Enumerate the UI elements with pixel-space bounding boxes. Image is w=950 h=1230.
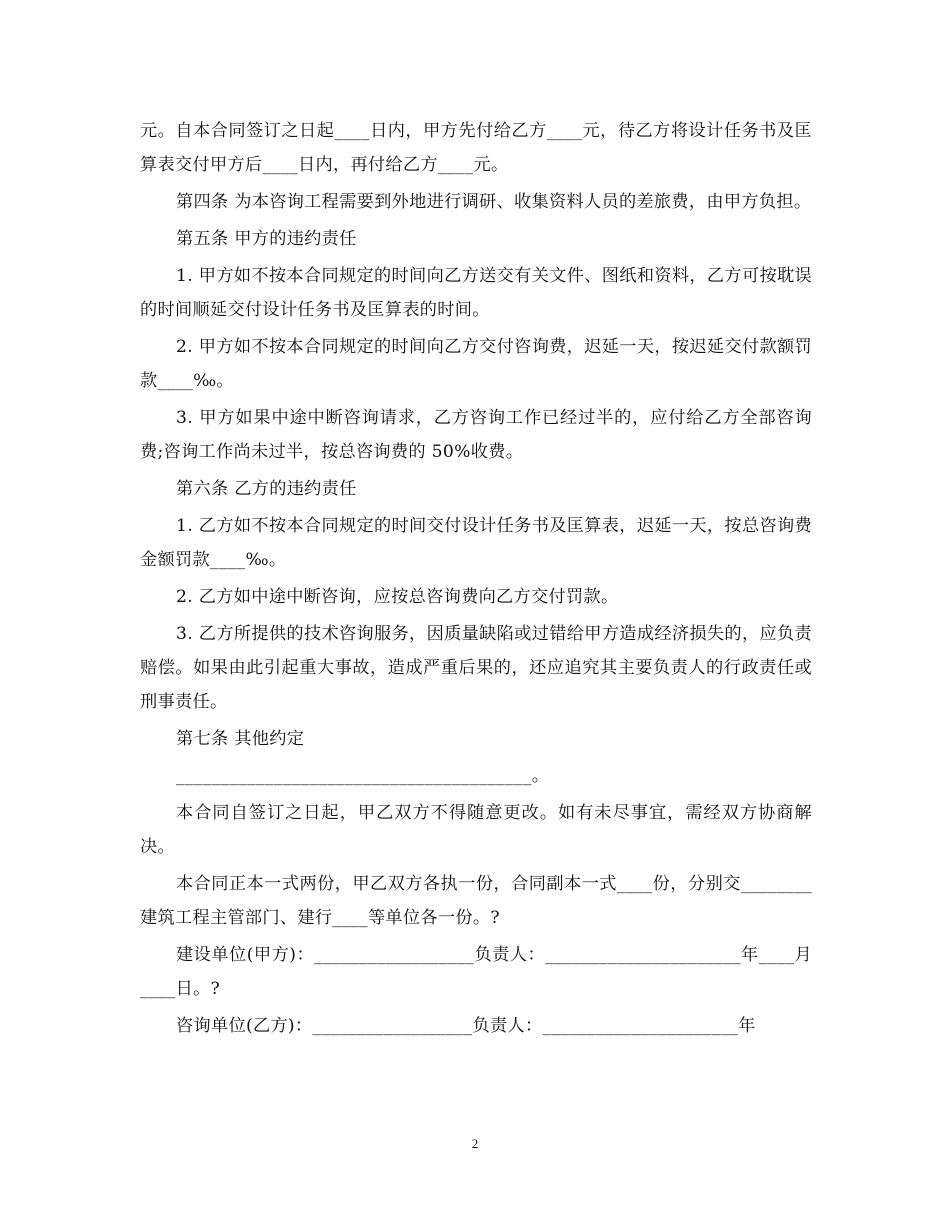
paragraph-article-6-item-2: 2. 乙方如中途中断咨询，应按总咨询费向乙方交付罚款。 [176,587,619,607]
paragraph-article-6-item-1: 1. 乙方如不按本合同规定的时间交付设计任务书及匡算表，迟延一天，按总咨询费金额罚款____‰。 [140,516,812,570]
paragraph-copies: 本合同正本一式两份，甲乙双方各执一份，合同副本一式____份，分别交________建筑工程主管部门、建行____等单位各一份。? [140,874,812,928]
paragraph-article-5-item-1: 1. 甲方如不按本合同规定的时间向乙方送交有关文件、图纸和资料，乙方可按耽误的时间顺延交付设计任务书及匡算表的时间。 [140,266,812,320]
paragraph-amendment: 本合同自签订之日起，甲乙双方不得随意更改。如有未尽事宜，需经双方协商解决。 [140,803,812,857]
paragraph-article-5-item-3: 3. 甲方如果中途中断咨询请求，乙方咨询工作已经过半的，应付给乙方全部咨询费;咨询工作尚未过半，按总咨询费的 50%收费。 [140,408,812,462]
heading-article-6: 第六条 乙方的违约责任 [176,479,357,499]
heading-article-5: 第五条 甲方的违约责任 [176,229,357,249]
page-number: 2 [471,1136,479,1151]
paragraph-other-terms-blank: ________________________________________。 [176,766,550,786]
heading-article-7: 第七条 其他约定 [176,729,305,749]
paragraph-article-6-item-3: 3. 乙方所提供的技术咨询服务，因质量缺陷或过错给甲方造成经济损失的，应负责赔偿。如果由此引起重大事故，造成严重后果的，还应追究其主要负责人的行政责任或刑事责任。 [140,624,812,712]
paragraph-article-5-item-2: 2. 甲方如不按本合同规定的时间向乙方交付咨询费，迟延一天，按迟延交付款额罚款____‰。 [140,337,812,391]
document-body [140,114,812,1046]
signature-party-b: 咨询单位(乙方)：__________________负责人：______________________年 [176,1016,756,1036]
paragraph-payment-terms: 元。自本合同签订之日起____日内，甲方先付给乙方____元，待乙方将设计任务书及匡算表交付甲方后____日内，再付给乙方____元。 [140,121,812,175]
paragraph-article-4: 第四条 为本咨询工程需要到外地进行调研、收集资料人员的差旅费，由甲方负担。 [176,192,812,212]
signature-party-a: 建设单位(甲方)：__________________负责人：______________________年____月____日。? [140,945,812,999]
